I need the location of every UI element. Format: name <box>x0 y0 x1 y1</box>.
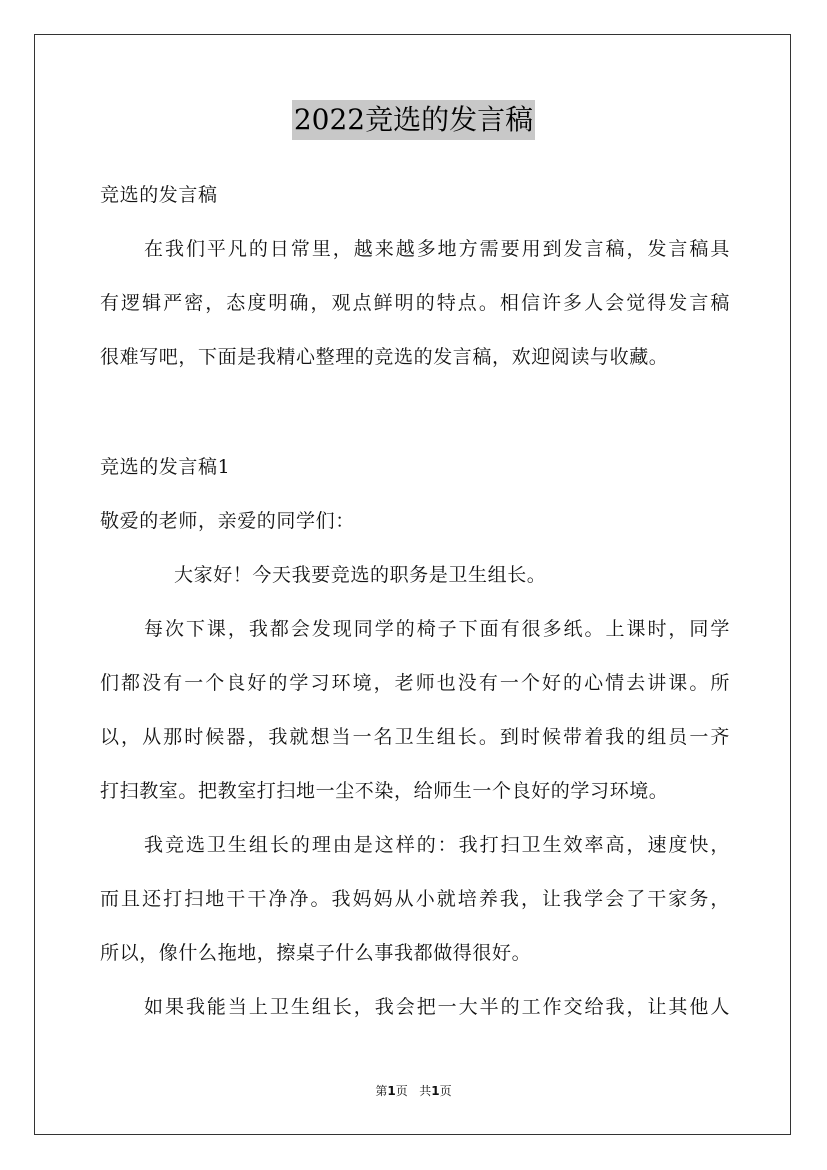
footer-page-suffix: 页 <box>395 1084 408 1098</box>
text-line: 如果我能当上卫生组长，我会把一大半的工作交给我，让其他人 <box>144 996 730 1018</box>
text-line: 以，从那时候器，我就想当一名卫生组长。到时候带着我的组员一齐 <box>100 726 730 748</box>
text-line: 大家好！今天我要竞选的职务是卫生组长。 <box>174 564 547 586</box>
text-line: 有逻辑严密，态度明确，观点鲜明的特点。相信许多人会觉得发言稿 <box>100 292 730 314</box>
text-line: 每次下课，我都会发现同学的椅子下面有很多纸。上课时，同学 <box>144 618 730 640</box>
text-line: 敬爱的老师，亲爱的同学们： <box>100 510 355 532</box>
text-line: 们都没有一个良好的学习环境，老师也没有一个好的心情去讲课。所 <box>100 672 730 694</box>
text-line: 所以，像什么拖地，擦桌子什么事我都做得很好。 <box>100 942 532 964</box>
title-container <box>0 100 827 140</box>
footer-total-number: 1 <box>431 1084 440 1098</box>
footer-page-number: 1 <box>387 1084 396 1098</box>
text-line: 而且还打扫地干干净净。我妈妈从小就培养我，让我学会了干家务， <box>100 888 730 910</box>
document-title: 2022竞选的发言稿 <box>292 100 535 140</box>
footer-page-prefix: 第 <box>375 1084 388 1098</box>
text-line: 竞选的发言稿 <box>100 184 218 206</box>
text-line: 很难写吧，下面是我精心整理的竞选的发言稿，欢迎阅读与收藏。 <box>100 346 669 368</box>
text-line: 在我们平凡的日常里，越来越多地方需要用到发言稿，发言稿具 <box>144 238 730 260</box>
page-footer <box>0 1083 827 1099</box>
footer-total-suffix: 页 <box>439 1084 452 1098</box>
text-line: 竞选的发言稿1 <box>100 456 231 478</box>
footer-total-prefix: 共 <box>419 1084 432 1098</box>
text-line: 我竞选卫生组长的理由是这样的：我打扫卫生效率高，速度快， <box>144 834 730 856</box>
text-line: 打扫教室。把教室打扫地一尘不染，给师生一个良好的学习环境。 <box>100 780 669 802</box>
